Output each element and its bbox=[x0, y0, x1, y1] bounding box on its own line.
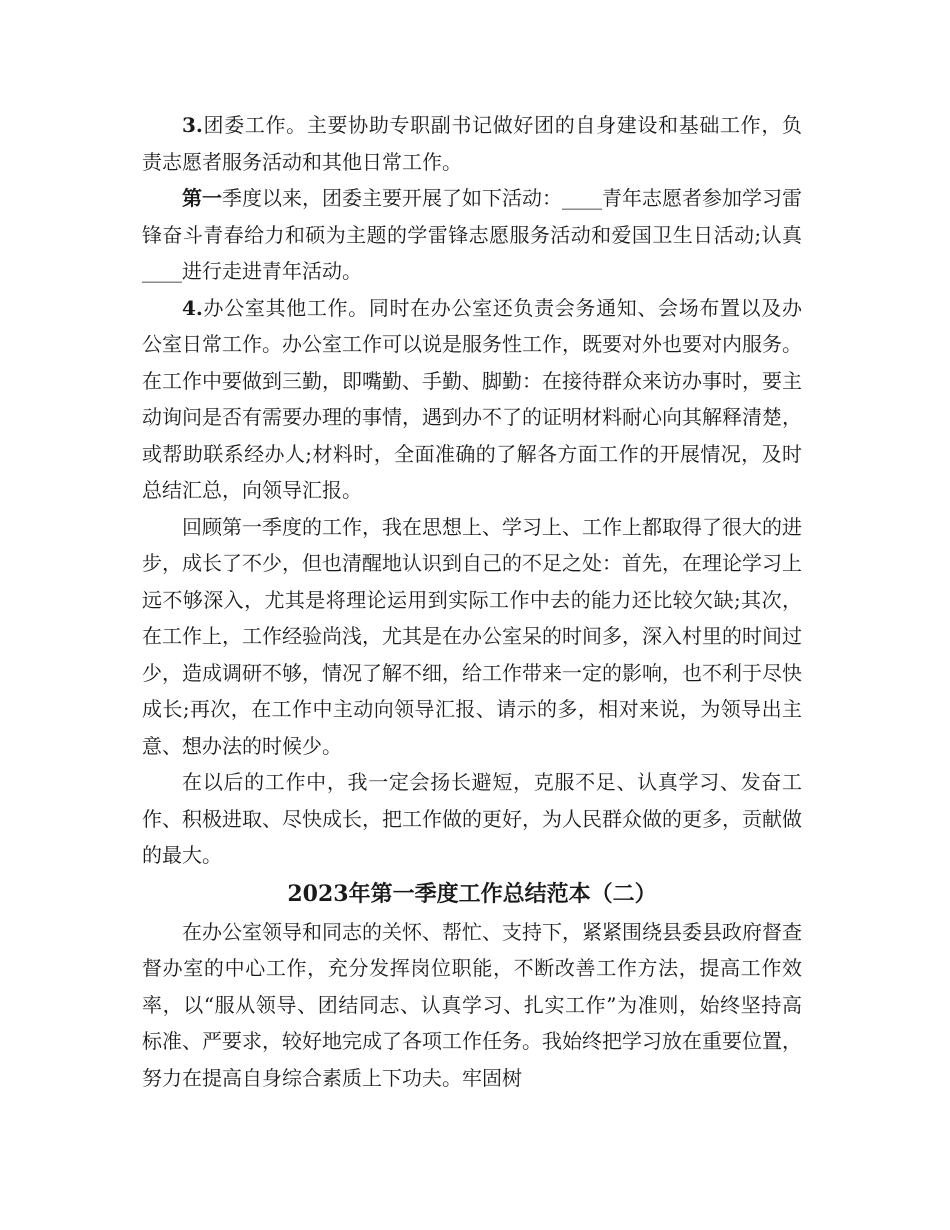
paragraph-review bbox=[142, 509, 802, 765]
paragraph-number: 3. bbox=[182, 113, 203, 137]
paragraph-text: 办公室其他工作。同时在办公室还负责会务通知、会场布置以及办公室日常工作。办公室工作可以说是服务性工作，既要对外也要对内服务。在工作中要做到三勤，即嘴勤、手勤、脚勤：在接待群众来访办事时，要主动询问是否有需要办理的事情，遇到办不了的证明材料耐心向其解释清楚，或帮助联系经办人;材料时，全面准确的了解各方面工作的开展情况，及时总结汇总，向领导汇报。 bbox=[142, 295, 802, 502]
section-heading: 2023年第一季度工作总结范本（二） bbox=[287, 880, 657, 907]
paragraph-text: 季度以来，团委主要开展了如下活动：____青年志愿者参加学习雷锋奋斗青春给力和硕为主题的学雷锋志愿服务活动和爱国卫生日活动;认真____进行走进青年活动。 bbox=[142, 186, 802, 283]
paragraph-text: 回顾第一季度的工作，我在思想上、学习上、工作上都取得了很大的进步，成长了不少，但也清醒地认识到自己的不足之处：首先，在理论学习上远不够深入，尤其是将理论运用到实际工作中去的能力还比较欠缺;其次，在工作上，工作经验尚浅，尤其是在办公室呆的时间多，深入村里的时间过少，造成调研不够，情况了解不细，给工作带来一定的影响，也不利于尽快成长;再次，在工作中主动向领导汇报、请示的多，相对来说，为领导出主意、想办法的时候少。 bbox=[142, 514, 802, 758]
paragraph-number: 4. bbox=[182, 295, 203, 320]
paragraph-text: 团委工作。主要协助专职副书记做好团的自身建设和基础工作，负责志愿者服务活动和其他日常工作。 bbox=[142, 113, 802, 174]
paragraph-future-plan bbox=[142, 764, 802, 874]
paragraph-youth-league-work bbox=[142, 107, 802, 180]
document-body bbox=[142, 107, 802, 1096]
paragraph-lead-bold: 第一 bbox=[182, 186, 222, 210]
paragraph-section-two-intro bbox=[142, 914, 802, 1097]
paragraph-first-quarter-activities bbox=[142, 180, 802, 290]
paragraph-text: 在办公室领导和同志的关怀、帮忙、支持下，紧紧围绕县委县政府督查督办室的中心工作，充分发挥岗位职能，不断改善工作方法，提高工作效率，以“服从领导、团结同志、认真学习、扎实工作”为准则，始终坚持高标准、严要求，较好地完成了各项工作任务。我始终把学习放在重要位置，努力在提高自身综合素质上下功夫。牢固树 bbox=[142, 919, 802, 1090]
paragraph-office-other-work bbox=[142, 290, 802, 509]
paragraph-text: 在以后的工作中，我一定会扬长避短，克服不足、认真学习、发奋工作、积极进取、尽快成长，把工作做的更好，为人民群众做的更多，贡献做的最大。 bbox=[142, 770, 802, 867]
